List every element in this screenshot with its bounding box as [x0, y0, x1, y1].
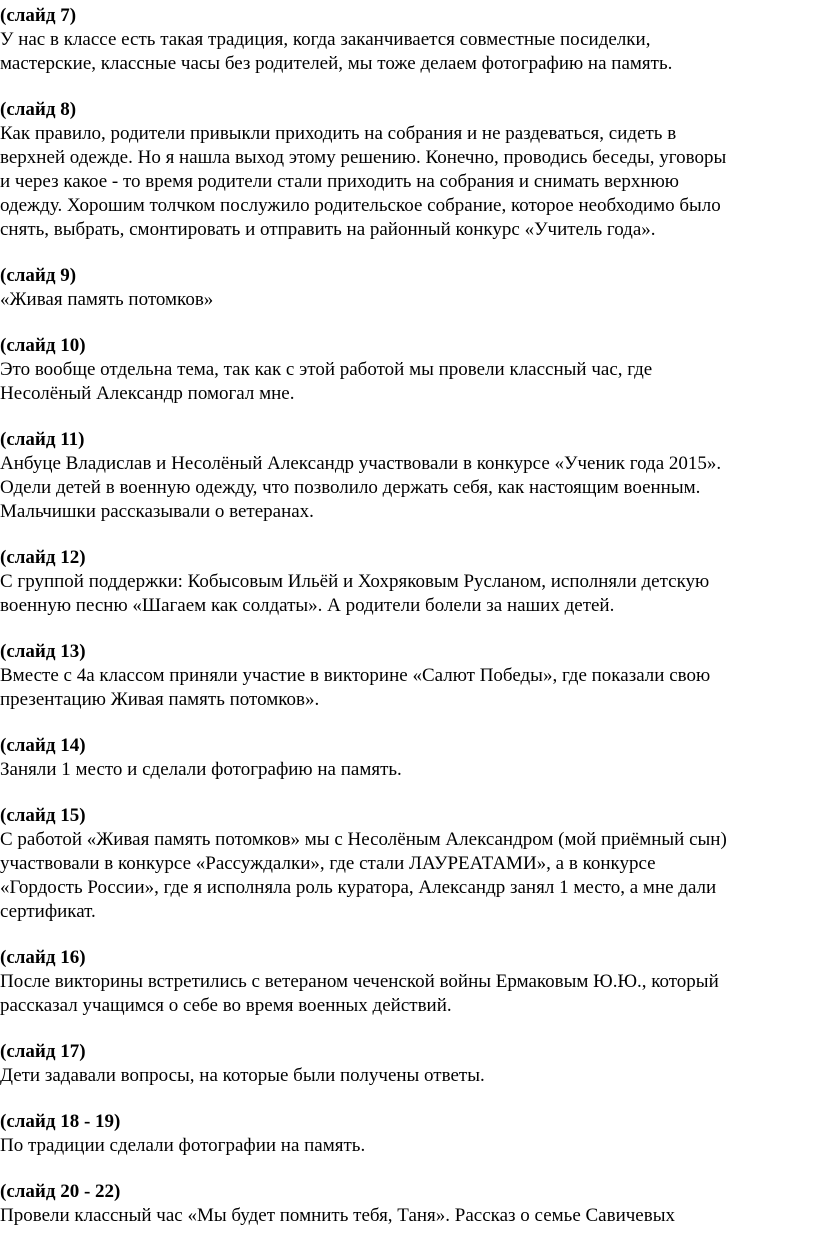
slide-heading: (слайд 10)	[0, 335, 86, 356]
paragraph-line: рассказал учащимся о себе во время военных действий.	[0, 995, 452, 1016]
slide-section-13	[0, 640, 816, 712]
paragraph-line: военную песню «Шагаем как солдаты». А родители болели за наших детей.	[0, 595, 615, 616]
slide-section-17	[0, 1040, 816, 1088]
paragraph-line: «Живая память потомков»	[0, 289, 214, 310]
paragraph-line: Несолёный Александр помогал мне.	[0, 383, 295, 404]
slide-heading: (слайд 16)	[0, 947, 86, 968]
paragraph-line: и через какое - то время родители стали приходить на собрания и снимать верхнюю	[0, 171, 679, 192]
paragraph-line: После викторины встретились с ветераном чеченской войны Ермаковым Ю.Ю., который	[0, 971, 719, 992]
slide-section-16	[0, 946, 816, 1018]
slide-section-12	[0, 546, 816, 618]
slide-heading: (слайд 15)	[0, 805, 86, 826]
slide-heading: (слайд 18 - 19)	[0, 1111, 121, 1132]
paragraph-line: У нас в классе есть такая традиция, когда заканчивается совместные посиделки,	[0, 29, 651, 50]
paragraph-line: Мальчишки рассказывали о ветеранах.	[0, 501, 314, 522]
paragraph-line: одежду. Хорошим толчком послужило родительское собрание, которое необходимо было	[0, 195, 721, 216]
paragraph-line: презентацию Живая память потомков».	[0, 689, 320, 710]
slide-heading: (слайд 17)	[0, 1041, 86, 1062]
slide-section-15	[0, 804, 816, 924]
paragraph-line: Это вообще отдельна тема, так как с этой работой мы провели классный час, где	[0, 359, 653, 380]
paragraph-line: Как правило, родители привыкли приходить на собрания и не раздеваться, сидеть в	[0, 123, 677, 144]
paragraph-line: С работой «Живая память потомков» мы с Несолёным Александром (мой приёмный сын)	[0, 829, 727, 850]
paragraph-line: верхней одежде. Но я нашла выход этому решению. Конечно, проводись беседы, уговоры	[0, 147, 727, 168]
paragraph-line: С группой поддержки: Кобысовым Ильёй и Хохряковым Русланом, исполняли детскую	[0, 571, 710, 592]
slide-section-10	[0, 334, 816, 406]
paragraph-line: Вместе с 4а классом приняли участие в викторине «Салют Победы», где показали свою	[0, 665, 711, 686]
paragraph-line: участвовали в конкурсе «Рассуждалки», где стали ЛАУРЕАТАМИ», а в конкурсе	[0, 853, 656, 874]
slide-heading: (слайд 13)	[0, 641, 86, 662]
slide-section-7	[0, 4, 816, 76]
slide-heading: (слайд 12)	[0, 547, 86, 568]
slide-section-8	[0, 98, 816, 242]
slide-heading: (слайд 8)	[0, 99, 77, 120]
slide-section-20-22	[0, 1180, 816, 1228]
paragraph-line: снять, выбрать, смонтировать и отправить на районный конкурс «Учитель года».	[0, 219, 656, 240]
paragraph-line: Провели классный час «Мы будет помнить тебя, Таня». Рассказ о семье Савичевых	[0, 1205, 675, 1226]
slide-section-11	[0, 428, 816, 524]
slide-heading: (слайд 11)	[0, 429, 85, 450]
paragraph-line: По традиции сделали фотографии на память.	[0, 1135, 366, 1156]
paragraph-line: Дети задавали вопросы, на которые были получены ответы.	[0, 1065, 485, 1086]
slide-heading: (слайд 14)	[0, 735, 86, 756]
paragraph-line: сертификат.	[0, 901, 96, 922]
slide-section-14	[0, 734, 816, 782]
slide-section-9	[0, 264, 816, 312]
paragraph-line: Анбуце Владислав и Несолёный Александр участвовали в конкурсе «Ученик года 2015».	[0, 453, 722, 474]
slide-heading: (слайд 9)	[0, 265, 77, 286]
paragraph-line: Заняли 1 место и сделали фотографию на память.	[0, 759, 402, 780]
paragraph-line: «Гордость России», где я исполняла роль куратора, Александр занял 1 место, а мне дали	[0, 877, 717, 898]
paragraph-line: мастерские, классные часы без родителей, мы тоже делаем фотографию на память.	[0, 53, 673, 74]
paragraph-line: Одели детей в военную одежду, что позволило держать себя, как настоящим военным.	[0, 477, 701, 498]
slide-heading: (слайд 7)	[0, 5, 77, 26]
slide-section-18-19	[0, 1110, 816, 1158]
slide-heading: (слайд 20 - 22)	[0, 1181, 121, 1202]
